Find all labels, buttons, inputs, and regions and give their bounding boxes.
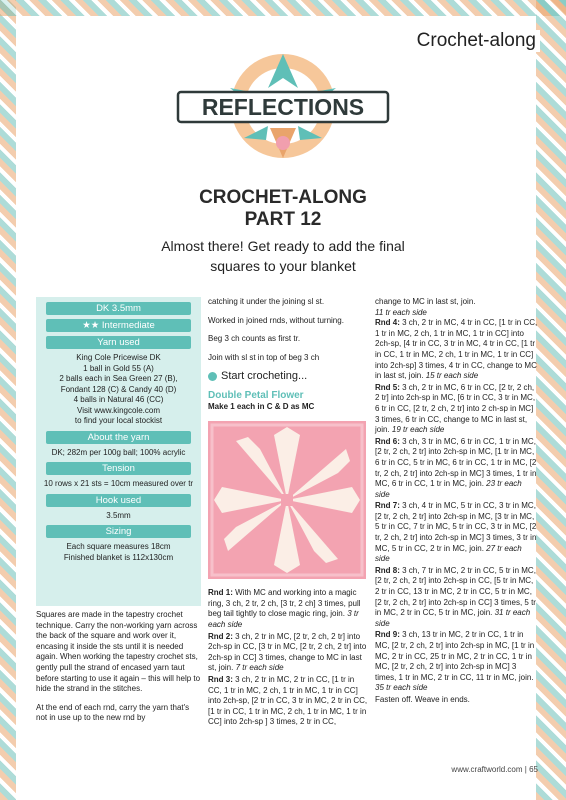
sizing-line-1: Each square measures 18cm xyxy=(66,542,171,551)
pattern-subtitle: Make 1 each in C & D as MC xyxy=(208,401,315,411)
hook-text: 3.5mm xyxy=(106,510,131,520)
yarn-line: 2 balls each in Sea Green 27 (B), xyxy=(59,374,178,383)
article-subtitle xyxy=(0,236,566,276)
yarn-list xyxy=(36,353,201,427)
round-text: 3 ch, 2 tr in MC, 4 tr in CC, [1 tr in CC, 1 tr in MC, 2 ch, 1 tr in MC, 1 tr in CC] into 2ch-sp, [4 tr in CC, 3 tr in MC, 4 tr in CC, [1 tr in CC, 1 tr in MC, 2 ch, 1 tr in MC, 1 tr in CC] into 2ch-sp] 3 times, 4 tr in CC, change to MC in last st, join. xyxy=(375,318,538,381)
subtitle-line-1: Almost there! Get ready to add the final xyxy=(161,238,405,254)
body-paragraph: Beg 3 ch counts as first tr. xyxy=(208,334,301,344)
round-instruction xyxy=(208,675,370,728)
body-paragraph: Worked in joined rnds, without turning. xyxy=(208,315,344,325)
round-count: 15 tr each side xyxy=(425,371,479,381)
title-line-2: PART 12 xyxy=(244,209,322,230)
continuation-text: change to MC in last st, join. xyxy=(375,297,476,306)
decorative-border-left xyxy=(0,0,16,800)
column-1 xyxy=(36,610,201,732)
tension-text: 10 rows x 21 sts = 10cm measured over tr xyxy=(43,479,194,488)
decorative-border-top xyxy=(0,0,566,16)
about-yarn-heading: About the yarn xyxy=(46,431,191,444)
sizing-heading: Sizing xyxy=(46,525,191,538)
round-text: 3 ch, 2 tr in MC, 6 tr in CC, [2 tr, 2 ch, 2 tr] into 2ch-sp in MC, [6 tr in CC, 3 tr in MC, 6 tr in CC, [2 tr, 2 ch, 2 tr] into 2 ch-sp in MC] 3 times, 6 tr in CC, change to MC in last st, join. xyxy=(375,382,536,435)
round-label: Rnd 9: xyxy=(375,630,400,640)
round-count: 35 tr each side xyxy=(375,683,428,693)
round-count: 11 tr each side xyxy=(375,307,427,317)
sizing-line-2: Finished blanket is 112x130cm xyxy=(63,552,174,562)
round-label: Rnd 5: xyxy=(375,382,400,392)
finishing-text: Fasten off. Weave in ends. xyxy=(375,694,470,704)
about-yarn-text: DK; 282m per 100g ball; 100% acrylic xyxy=(51,447,186,457)
round-count: 3 tr each side xyxy=(208,609,359,629)
reflections-logo xyxy=(170,48,396,176)
round-text: 3 ch, 3 tr in MC, 6 tr in CC, 1 tr in MC, [2 tr, 2 ch, 2 tr] into 2ch-sp in MC, [1 tr in MC, 6 tr in CC, 5 tr in MC, 6 tr in CC, 1 tr in MC, [2 tr, 2 ch, 2 tr] into 2ch-sp in MC] 3 times, 1 tr in MC, 6 tr in CC, 1 tr in MC, join. xyxy=(375,436,537,489)
start-heading-text: Start crocheting... xyxy=(221,370,308,383)
footer-separator: | xyxy=(524,765,527,774)
hook-heading: Hook used xyxy=(46,494,191,507)
round-instruction xyxy=(208,632,370,674)
round-text: 3 ch, 2 tr in MC, [2 tr, 2 ch, 2 tr] into 2ch-sp in CC, [3 tr in MC, [2 tr, 2 ch, 2 tr] into 2ch-sp in CC] 3 times, change to MC in last st, join. xyxy=(208,631,367,673)
section-label: Crochet-along xyxy=(413,30,540,52)
body-paragraph: Join with sl st in top of beg 3 ch xyxy=(208,352,320,362)
footer-website[interactable]: www.craftworld.com xyxy=(451,765,523,774)
decorative-border-right xyxy=(536,0,566,800)
page-number: 65 xyxy=(529,765,538,774)
pattern-info-box xyxy=(36,297,201,606)
round-label: Rnd 4: xyxy=(375,318,400,328)
round-label: Rnd 2: xyxy=(208,631,233,641)
round-label: Rnd 1: xyxy=(208,588,233,598)
round-instruction xyxy=(375,501,538,565)
column-3 xyxy=(375,297,538,706)
round-count: 7 tr each side xyxy=(235,663,284,673)
yarn-line: King Cole Pricewise DK xyxy=(76,353,161,362)
round-instruction xyxy=(375,383,538,436)
round-text: 3 ch, 2 tr in MC, 2 tr in CC, [1 tr in CC, 1 tr in MC, 2 ch, 1 tr in MC, 1 tr in CC] into 2ch-sp, [2 tr in CC, 3 tr in MC, 2 tr in CC, [1 tr in CC, 1 tr in MC, 2 ch, 1 tr in MC, 1 tr in CC] into 2ch-sp ] 3 times, 2 tr in CC, xyxy=(208,674,368,727)
intro-paragraph: At the end of each rnd, carry the yarn that's not in use up to the new rnd by xyxy=(36,702,190,723)
round-instruction xyxy=(375,630,538,694)
round-instruction xyxy=(208,588,370,630)
round-label: Rnd 6: xyxy=(375,436,400,446)
tension-heading: Tension xyxy=(46,462,191,475)
round-instruction xyxy=(375,437,538,501)
weight-hook-badge: DK 3.5mm xyxy=(46,302,191,315)
round-instruction xyxy=(375,318,538,382)
logo-text: REFLECTIONS xyxy=(201,94,365,120)
start-heading xyxy=(208,371,370,382)
yarn-line: to find your local stockist xyxy=(74,416,163,425)
round-text: 3 ch, 4 tr in MC, 5 tr in CC, 3 tr in MC, [2 tr, 2 ch, 2 tr] into 2ch-sp in MC, [3 tr in MC, 5 tr in CC, 7 tr in MC, 5 tr in CC, 3 tr in MC, [2 tr, 2 ch, 2 tr] into 2ch-sp in MC] 3 times, 3 tr in MC, 5 tr in CC, 2 tr in MC, join. xyxy=(375,501,537,553)
crochet-square-photo xyxy=(208,421,366,579)
title-line-1: CROCHET-ALONG xyxy=(199,187,367,208)
level-badge: ★★ Intermediate xyxy=(46,319,191,332)
round-text: 3 ch, 7 tr in MC, 2 tr in CC, 5 tr in MC, [2 tr, 2 ch, 2 tr] into 2ch-sp in CC, [5 tr in MC, 2 tr in CC, 13 tr in MC, 2 tr in CC, 5 tr in MC, [2 tr, 2 ch, 2 tr] into 2ch-sp in CC] 3 times, 5 tr in MC, 2 tr in CC, 5 tr in MC, join. xyxy=(375,565,536,618)
page-footer xyxy=(451,765,538,774)
body-paragraph: catching it under the joining sl st. xyxy=(208,297,325,306)
round-label: Rnd 3: xyxy=(208,674,233,684)
round-count: 23 tr each side xyxy=(375,479,522,499)
intro-paragraph: Squares are made in the tapestry crochet technique. Carry the non-working yarn across the back of the square and work over it, encasing it inside the sts until it is needed again. When working the tapestry crochet sts, gently pull the strand of encased yarn taut before starting to use it again – this will help to hide the strand in the stitches. xyxy=(36,610,201,694)
round-label: Rnd 8: xyxy=(375,565,400,575)
round-count: 19 tr each side xyxy=(391,425,445,435)
yarn-line: Visit www.kingcole.com xyxy=(77,405,160,415)
round-count: 27 tr each side xyxy=(375,543,522,564)
article-title xyxy=(0,187,566,231)
round-instruction xyxy=(375,566,538,630)
yarn-line: 1 ball in Gold 55 (A) xyxy=(83,363,154,373)
yarn-line: 4 balls in Natural 46 (CC) xyxy=(73,395,164,404)
round-text: 3 ch, 13 tr in MC, 2 tr in CC, 1 tr in MC, [2 tr, 2 ch, 2 tr] into 2ch-sp in MC, [1 tr in MC, 2 tr in CC, 25 tr in MC, 2 tr in CC, 1 tr in MC, [2 tr, 2 ch, 2 tr] into 2ch-sp in MC] 3 times, 1 tr in MC, 2 tr in CC, 11 tr in MC, join. xyxy=(375,630,535,682)
pattern-title: Double Petal Flower xyxy=(208,389,304,401)
yarn-line: Fondant 128 (C) & Candy 40 (D) xyxy=(60,384,177,394)
round-count: 31 tr each side xyxy=(375,608,531,628)
yarn-used-heading: Yarn used xyxy=(46,336,191,349)
subtitle-line-2: squares to your blanket xyxy=(210,258,356,274)
bullet-icon xyxy=(208,372,217,381)
round-text: With MC and working into a magic ring, 3 ch, 2 tr, 2 ch, [3 tr, 2 ch] 3 times, pull beg tail tightly to close magic ring, join. xyxy=(208,588,361,619)
column-2 xyxy=(208,297,370,729)
round-label: Rnd 7: xyxy=(375,501,400,511)
